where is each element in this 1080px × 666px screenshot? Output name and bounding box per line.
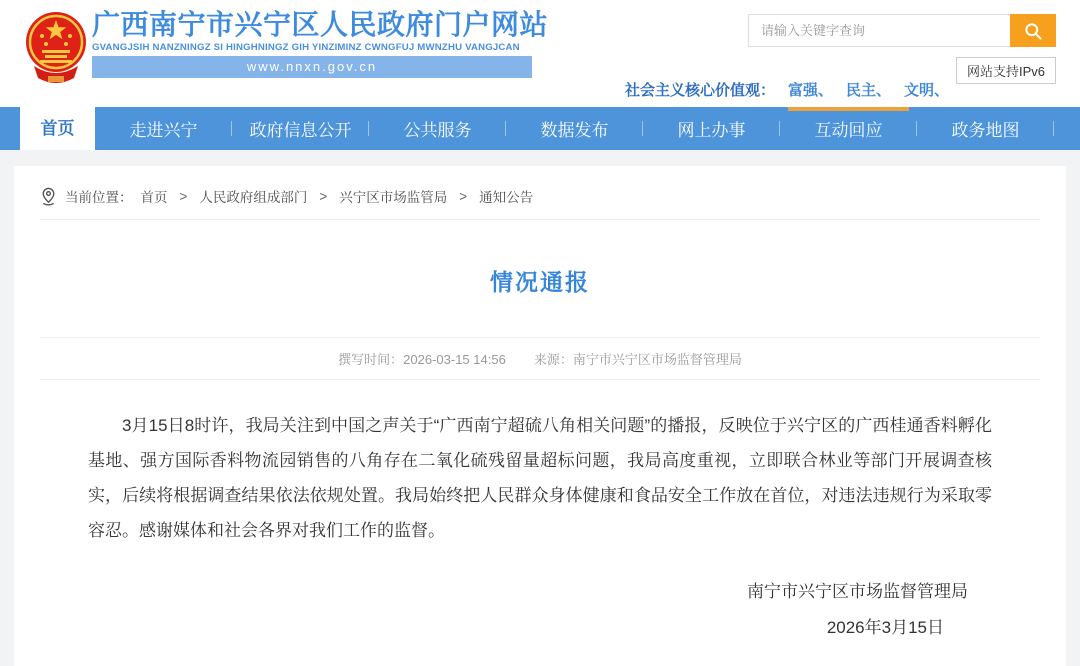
site-title: 广西南宁市兴宁区人民政府门户网站	[92, 9, 549, 40]
breadcrumb-item-home[interactable]: 首页	[140, 190, 168, 205]
meta-time-label: 撰写时间：	[338, 352, 404, 367]
article-paragraph: 3月15日8时许，我局关注到中国之声关于“广西南宁超硫八角相关问题”的播报，反映位于兴宁区的广西桂通香料孵化基地、强方国际香料物流园销售的八角存在二氧化硫残留量超标问题，我局高度重视，立即联合林业等部门开展调查核实，后续将根据调查结果依法依规处置。我局始终把人民群众身体健康和食品安全工作放在首位，对违法违规行为采取零容忍。感谢媒体和社会各界对我们工作的监督。	[88, 416, 992, 540]
breadcrumb-item-notices[interactable]: 通知公告	[479, 190, 534, 205]
national-emblem-logo	[24, 10, 88, 88]
nav-item-interaction[interactable]: 互动回应	[780, 107, 917, 150]
nav-item-gov-map[interactable]: 政务地图	[917, 107, 1054, 150]
ipv6-support-badge: 网站支持IPv6	[956, 57, 1056, 84]
breadcrumb-item-market-bureau[interactable]: 兴宁区市场监管局	[339, 190, 448, 205]
divider	[40, 219, 1040, 220]
core-values-label: 社会主义核心价值观：	[625, 82, 776, 99]
search-input[interactable]	[748, 14, 1010, 47]
search-button[interactable]	[1010, 14, 1056, 47]
meta-time-value: 2026-03-15 14:56	[403, 352, 506, 367]
breadcrumb-separator: >	[319, 188, 328, 204]
signature-date: 2026年3月15日	[826, 618, 944, 637]
breadcrumb-label: 当前位置：	[65, 190, 133, 205]
core-value-item: 民主、	[846, 82, 892, 99]
article-meta	[40, 337, 1040, 380]
site-header	[0, 0, 1080, 107]
nav-item-data-release[interactable]: 数据发布	[506, 107, 643, 150]
nav-item-online-affairs[interactable]: 网上办事	[643, 107, 780, 150]
site-subtitle: GVANGJSIH NANZNINGZ SI HINGHNINGZ GIH YINZIMINZ CWNGFUJ MWNZHU VANGJCAN	[92, 42, 520, 53]
article-title: 情况通报	[490, 269, 590, 295]
nav-item-home[interactable]: 首页	[20, 103, 95, 150]
core-values-ticker	[625, 79, 949, 100]
location-pin-icon	[40, 187, 57, 206]
site-brand	[92, 9, 549, 78]
content-card	[14, 166, 1066, 666]
signature-org: 南宁市兴宁区市场监督管理局	[747, 582, 968, 601]
nav-item-about-xingning[interactable]: 走进兴宁	[95, 107, 232, 150]
signature-block	[14, 574, 1066, 646]
breadcrumb-item-departments[interactable]: 人民政府组成部门	[199, 190, 308, 205]
breadcrumb-separator: >	[179, 188, 188, 204]
meta-source-value: 南宁市兴宁区市场监督管理局	[572, 352, 742, 367]
search-icon	[1023, 21, 1043, 41]
nav-item-public-services[interactable]: 公共服务	[369, 107, 506, 150]
core-value-item: 富强、	[788, 82, 834, 99]
search-bar	[748, 14, 1056, 47]
nav-item-gov-info[interactable]: 政府信息公开	[232, 107, 369, 150]
main-nav-items	[0, 107, 1080, 150]
main-nav	[0, 107, 1080, 150]
breadcrumb	[14, 166, 1066, 219]
breadcrumb-separator: >	[459, 188, 468, 204]
core-value-item: 文明、	[904, 82, 950, 99]
site-url: www.nnxn.gov.cn	[92, 56, 532, 78]
meta-source-label: 来源：	[533, 352, 573, 367]
article-body	[14, 380, 1066, 548]
